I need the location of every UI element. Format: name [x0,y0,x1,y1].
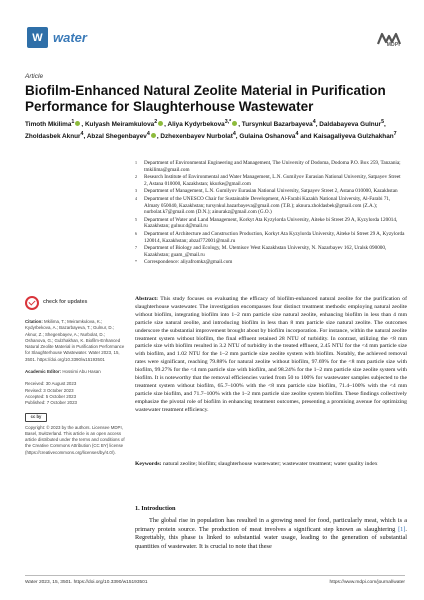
orcid-icon[interactable] [75,121,80,126]
orcid-icon[interactable] [151,133,156,138]
article-sidebar [25,296,125,462]
check-updates-label: check for updates [43,299,88,306]
dates-block [25,381,125,406]
orcid-icon[interactable] [158,121,163,126]
affiliation-number: * [135,259,137,265]
author-affiliation-marker: 5 [381,119,385,125]
author-name[interactable]: Aliya Kydyrbekova [167,121,225,129]
footer-journal-link[interactable]: https://www.mdpi.com/journal/water [329,580,405,585]
orcid-icon[interactable] [232,121,237,126]
page-header [0,0,424,90]
author-name[interactable]: Tursynkul Bazarbayeva [241,121,313,129]
introduction-paragraph [135,517,407,552]
copyright-text: Copyright: © 2023 by the authors. Licensee MDPI, Basel, Switzerland. This article is an open access article distributed under the terms and conditions of the Creative Commons Attribution (CC BY) license (https://creativecommons.org/licenses/by/4.0/). [25,424,125,455]
intro-text-a: The global rise in population has resulted in a growing need for food, particularly meat, which is a primary protein source. The production of meat involves a significant step known as slaughtering [135,517,407,533]
publisher-name: MDPI [386,42,400,48]
affiliation-text: Research Institute of Environmental and Water Management, L.N. Gumilyov Eurasian National University, Satpayev Street 2, Astana 010000, Kazakhstan; kkurke@gmail.com [144,174,401,187]
affiliation-text: Department of the UNESCO Chair for Sustainable Development, Al-Farabi Kazakh National University, Al-Farabi 71, Almaty 050040, Kazakhstan; tursynkul.bazarbayeva@gmail.com (T.B.); aknura.zholdasbek@gmail.com (Z.A.); nurbolat.k7@gmail.com (D.N.); ainurakz@gmail.com (G.O.) [144,195,391,216]
affiliation-number: 1 [135,160,137,165]
affiliation-number: 6 [135,230,137,236]
check-updates-icon [25,296,39,310]
affiliation-item [135,160,405,173]
author-name[interactable]: Abzal Shegenbayev [86,132,147,140]
author-affiliation-marker: 2 [154,119,158,125]
author-name[interactable]: Dzhexenbayev Nurbolat [160,132,233,140]
journal-name: water [53,30,87,45]
author-list: Timoth Mkilima$^1$ , Kulyash Meiramkulova$^2$ , Aliya Kydyrbekova$^{3,*}$ , Tursynkul Bazarbayeva$^4$, Daldabayeva Gulnur$^5$, Zholdasbek Aknur$^4$, Abzal Shegenbayev$^4$ , Dzhexenbayev Nurbolat$^4$, Gulaina Oshanova$^4$ and Kaisagaliyeva Gulzhakhan$^7$ [25,119,397,140]
author-affiliation-marker: 1 [71,119,75,125]
author-name[interactable]: Zholdasbek Aknur [25,132,81,140]
author-name[interactable]: Timoth Mkilima [25,121,72,129]
abstract-text: This study focuses on evaluating the efficacy of biofilm-enhanced natural zeolite for the purification of slaughterhouse wastewater. The investigation encompasses four distinct treatment methods: employing natural zeolite without biofilm, integrating biofilm into 1–2 mm particle size natural zeolite, enhancing biofilm in less than 4 mm particle size natural zeolite, and introducing biofilm in less than 8 mm particle size natural zeolite. The outcomes underscore the substantial improvement brought about by biofilm incorporation. For instance, within the natural zeolite treatment system without biofilm, the final effluent retained 28 NTU of turbidity. In contrast, utilizing the <8 mm particle size with biofilm resulted in 3.2 NTU of turbidity in the treated effluent, 2.45 NTU for the <4 mm particle size with biofilm, and 1.02 NTU for the 1–2 mm particle size zeolite system with biofilm. Notably, the achieved removal rates were significant, reaching 79.88% for natural zeolite without biofilm, 97.69% for the <8 mm particle size with biofilm, 99.27% for the <4 mm particle size with biofilm, and 98.24% for the 1–2 mm particle size zeolite system with biofilm. It is noteworthy that the removal efficiencies varied from 50 to 100% for wastewater samples subjected to the treatment system without biofilm, 65.7–100% with the <8 mm particle size biofilm, 71.4–100% with the <4 mm particle size biofilm, and 71.7–100% with the 1–2 mm particle size zeolite system biofilm. These findings collectively emphasize the pivotal role of biofilm in enhancing treatment outcomes, presenting a promising avenue for optimizing wastewater treatment efficiency. [135,296,407,413]
article-type: Article [25,73,44,80]
affiliation-number: 7 [135,245,137,251]
keywords-text: natural zeolite; biofilm; slaughterhouse wastewater; wastewater treatment; water quality index [162,461,378,467]
affiliation-item [135,245,405,258]
editor-names: Hossimi Abu Hasan [62,369,101,375]
section-title-introduction: 1. Introduction [135,505,176,512]
accepted-date: Accepted: 5 October 2023 [25,393,77,399]
author-affiliation-marker: 4 [232,130,236,137]
citation-link[interactable]: [1] [398,525,406,533]
author-affiliation-marker: 4 [295,130,299,137]
affiliation-text: Department of Biology and Ecology, M. Utemisov West Kazakhstan University, N. Nazarbayev 162, Uralsk 090000, Kazakhstan; guam_@mail.ru [144,245,387,258]
affiliation-text: Department of Architecture and Construction Production, Korkyt Ata Kyzylorda University, Aiteke bi Street 29 A, Kyzylorda 120014, Kazakhstan; abzal772001@mail.ru [144,230,405,244]
editor-block [25,369,125,375]
affiliation-number: 2 [135,174,137,180]
keywords [135,461,407,469]
citation-label: Citation: [25,319,43,324]
affiliation-item [135,188,405,195]
abstract [135,296,407,415]
affiliation-item [135,196,405,216]
citation-block [25,319,125,363]
check-for-updates-button[interactable] [25,296,125,310]
author-name[interactable]: Kaisagaliyeva Gulzhakhan [313,132,394,140]
journal-mark-icon: W [27,27,48,48]
author-affiliation-marker: 4 [312,119,316,125]
author-affiliation-marker: 7 [393,130,397,137]
author-affiliation-marker: 3,* [224,119,232,125]
article-title: Biofilm-Enhanced Natural Zeolite Material in Purification Performance for Slaughterhouse Wastewater [25,83,386,114]
affiliation-list [135,160,405,267]
page-footer [25,575,405,585]
author-affiliation-marker: 4 [80,130,84,137]
affiliation-item [135,259,405,266]
affiliation-number: 4 [135,195,137,201]
affiliation-item [135,231,405,244]
published-date: Published: 7 October 2023 [25,400,77,406]
affiliation-number: 5 [135,216,137,222]
affiliation-text: Department of Management, L.N. Gumilyov Eurasian National University, Satpayev Street 2, Astana 010000, Kazakhstan [144,188,398,195]
author-name[interactable]: Daldabayeva Gulnur [319,121,382,129]
footer-citation: Water 2023, 15, 3501. https://doi.org/10.3390/w15193501 [25,580,148,585]
author-name[interactable]: Kulyash Meiramkulova [84,121,155,129]
affiliation-item [135,174,405,187]
citation-text: Mkilima, T.; Meiramkulova, K.; Kydyrbekova, A.; Bazarbayeva, T.; Gulnur, D.; Aknur, Z.; Shegenbayev, A.; Nurbolat, D.; Oshanova, G.; Gulzhakhan, K. Biofilm-Enhanced Natural Zeolite Material in Purification Performance for Slaughterhouse Wastewater. Water 2023, 15, 3501. https://doi.org/10.3390/w15193501 [25,319,125,362]
received-date: Received: 30 August 2023 [25,381,77,387]
affiliation-number: 3 [135,188,137,194]
affiliation-item [135,217,405,230]
editor-label: Academic Editor: [25,369,62,375]
affiliation-text: Department of Environmental Engineering and Management, The University of Dodoma, Dodoma P.O. Box 259, Tanzania; tmkilima@gmail.com [144,160,401,173]
intro-text-b: . Regrettably, this phase is linked to substantial water usage, leading to the generation of substantial quantities of wastewater. It is crucial to note that these [135,525,407,551]
author-affiliation-marker: 4 [146,130,150,137]
cc-license-icon[interactable]: cc by [25,413,47,422]
keywords-label: Keywords: [135,461,162,467]
author-name[interactable]: Gulaina Oshanova [239,132,296,140]
affiliation-text: Department of Water and Land Management, Korkyt Ata Kyzylorda University, Aiteke bi Street 29 A, Kyzylorda 120014, Kazakhstan; gulnur.d@mail.ru [144,216,398,230]
revised-date: Revised: 3 October 2023 [25,387,74,393]
affiliation-text: Correspondence: aliyafromkz@gmail.com [144,259,233,266]
journal-logo[interactable] [27,27,87,48]
abstract-label: Abstract: [135,296,159,302]
